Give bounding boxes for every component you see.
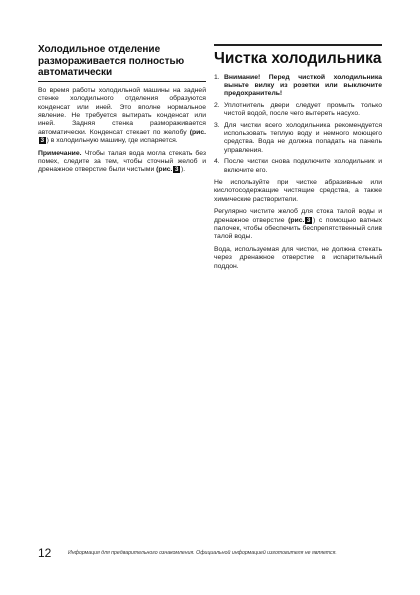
defrost-text-end: ) в холодильную машину, где испаряется. <box>46 137 178 145</box>
right-column <box>214 44 382 275</box>
step-number: 3. <box>214 121 220 129</box>
step-text: Внимание! Перед чисткой холодильника выньте вилку из розетки или выключите предохранитель! <box>224 73 382 98</box>
list-item <box>214 122 382 156</box>
section-heading-defrost: Холодильное отделение размораживается полностью автоматически <box>38 44 185 79</box>
figure-number-badge: 3 <box>40 137 45 145</box>
drain-text: Регулярно чистите желоб для стока талой воды и дренажное отверстие <box>214 208 382 224</box>
defrost-text: Во время работы холодильной машины на задней стенке холодильного отделения образуются конденсат или иней. Это вполне нормальное явление. Не требуется вытирать конденсат или иней. Задняя стенка размораживается автоматически. Конденсат стекает по желобу <box>38 86 206 136</box>
list-item <box>214 102 382 119</box>
abrasive-warning-paragraph: Не используйте при чистке абразивные или кислотосодержащие чистящие средства, а также химические растворители. <box>214 178 382 203</box>
figure-ref-label: (рис. <box>288 216 305 224</box>
defrost-paragraph <box>38 87 206 146</box>
figure-ref-label: (рис. <box>156 166 173 174</box>
note-paragraph <box>38 150 206 175</box>
list-item <box>214 74 382 99</box>
figure-number-badge: 3 <box>306 216 311 224</box>
step-number: 2. <box>214 101 220 109</box>
figure-number-badge: 3 <box>174 166 179 174</box>
water-paragraph: Вода, используемая для чистки, не должна стекать через дренажное отверстие в испарительный поддон. <box>214 245 382 270</box>
heading-rule <box>38 81 206 82</box>
footer-disclaimer: Информация для предварительного ознакомления. Официальной информацией изготовителя не является. <box>68 550 337 556</box>
list-item <box>214 158 382 175</box>
step-number: 4. <box>214 158 220 166</box>
page-footer <box>38 546 388 560</box>
page-number: 12 <box>38 546 52 560</box>
note-text: Чтобы талая вода могла стекать без помех, следите за тем, чтобы сточный желоб и дренажное отверстие были чистыми <box>38 149 206 174</box>
note-text-end: ). <box>181 166 186 174</box>
figure-ref-label: (рис. <box>189 128 207 136</box>
note-label: Примечание. <box>38 149 82 157</box>
heading-rule <box>214 44 382 46</box>
drain-text-end: ) с помощью ватных палочек, чтобы обеспечить беспрепятственный слив талой воды. <box>214 216 382 241</box>
step-text: Уплотнитель двери следует промыть только чистой водой, после чего вытереть насухо. <box>224 101 382 118</box>
step-number: 1. <box>214 73 220 81</box>
drain-cleaning-paragraph <box>214 208 382 242</box>
section-heading-cleaning: Чистка холодильника <box>214 50 382 67</box>
cleaning-steps-list <box>214 74 382 175</box>
step-text: Для чистки всего холодильника рекомендуется использовать теплую воду и немного моющего средства. Вода не должна попадать на панель управления. <box>224 121 382 154</box>
step-text: После чистки снова подключите холодильник и включите его. <box>224 158 382 174</box>
left-column <box>38 44 206 179</box>
